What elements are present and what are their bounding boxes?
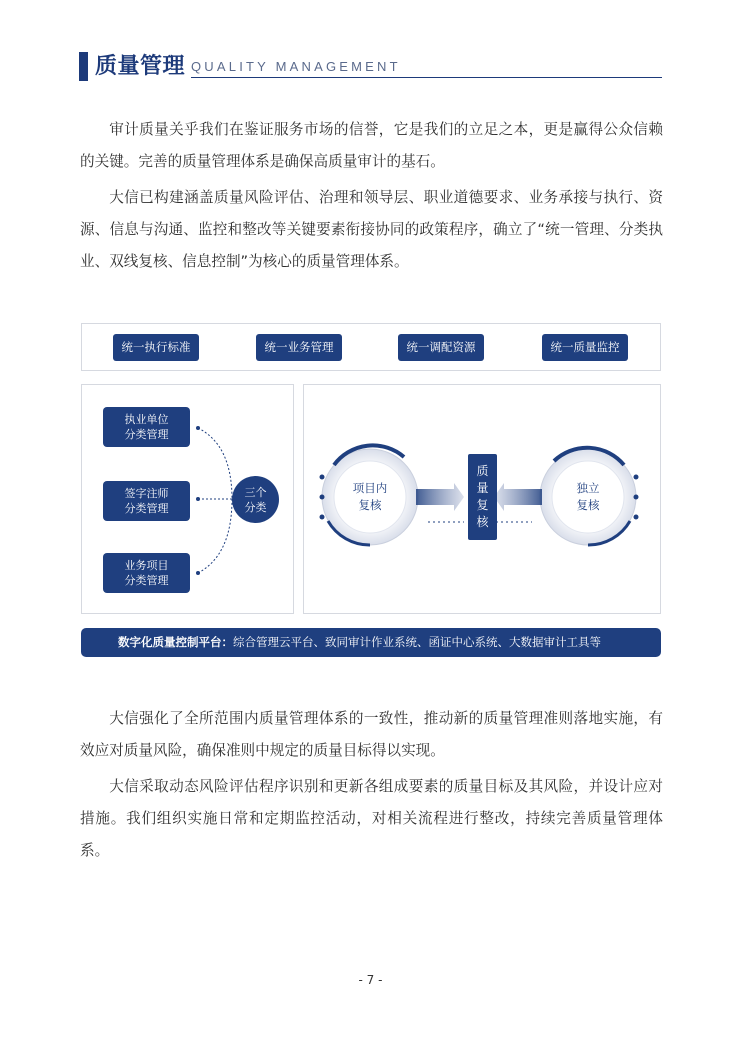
internal-review-line1: 项目内 — [352, 481, 388, 495]
internal-review-line2: 复核 — [358, 498, 382, 512]
platform-label: 数字化质量控制平台： — [118, 635, 233, 649]
paragraph-2: 大信已构建涵盖质量风险评估、治理和领导层、职业道德要求、业务承接与执行、资源、信息与沟通、监控和整改等关键要素衔接协同的政策程序，确立了“统一管理、分类执业、双线复核、信息控制”为核心的质量管理体系。 — [80, 189, 663, 270]
classification-panel — [81, 384, 294, 614]
unit-line2: 分类管理 — [124, 428, 169, 441]
vbox-char-3: 复 — [476, 498, 489, 512]
platform-text: 综合管理云平台、致同审计作业系统、函证中心系统、大数据审计工具等 — [233, 635, 601, 649]
pill-unified-resources: 统一调配资源 — [398, 334, 484, 361]
cpa-line1: 签字注师 — [124, 487, 169, 500]
quality-review-box — [468, 454, 497, 540]
digital-platform-bar — [81, 628, 661, 657]
vbox-char-2: 量 — [476, 481, 489, 495]
dual-review-panel — [303, 384, 661, 614]
independent-review-line2: 复核 — [576, 498, 600, 512]
three-classifications-circle — [232, 476, 279, 523]
circle-line2: 分类 — [244, 500, 267, 514]
internal-review-label — [340, 479, 400, 515]
project-line1: 业务项目 — [124, 559, 169, 572]
pill-unified-business: 统一业务管理 — [256, 334, 342, 361]
pill-unified-quality-monitoring: 统一质量监控 — [542, 334, 628, 361]
circle-line1: 三个 — [244, 485, 267, 499]
cpa-line2: 分类管理 — [124, 502, 169, 515]
paragraph-3: 大信强化了全所范围内质量管理体系的一致性，推动新的质量管理准则落地实施，有效应对质量风险，确保准则中规定的质量目标得以实现。 — [80, 710, 663, 759]
page-number: - 7 - — [358, 973, 383, 987]
section-header — [79, 50, 662, 82]
project-line2: 分类管理 — [124, 574, 169, 587]
independent-review-label — [558, 479, 618, 515]
unit-classification-box — [103, 407, 190, 447]
paragraph-4: 大信采取动态风险评估程序识别和更新各组成要素的质量目标及其风险，并设计应对措施。我们组织实施日常和定期监控活动，对相关流程进行整改，持续完善质量管理体系。 — [80, 778, 663, 859]
header-rule — [191, 77, 662, 78]
section-title: 质量管理 — [95, 54, 186, 79]
header-accent-bar — [79, 52, 88, 81]
vbox-char-1: 质 — [476, 464, 489, 478]
vbox-char-4: 核 — [476, 515, 489, 529]
section-subtitle: QUALITY MANAGEMENT — [191, 59, 401, 74]
unit-line1: 执业单位 — [124, 413, 169, 426]
independent-review-line1: 独立 — [576, 481, 600, 495]
pill-unified-standard: 统一执行标准 — [113, 334, 199, 361]
paragraph-1: 审计质量关乎我们在鉴证服务市场的信誉，它是我们的立足之本，更是赢得公众信赖的关键。完善的质量管理体系是确保高质量审计的基石。 — [80, 121, 663, 170]
unified-principles-row — [81, 323, 661, 371]
project-classification-box — [103, 553, 190, 593]
cpa-classification-box — [103, 481, 190, 521]
